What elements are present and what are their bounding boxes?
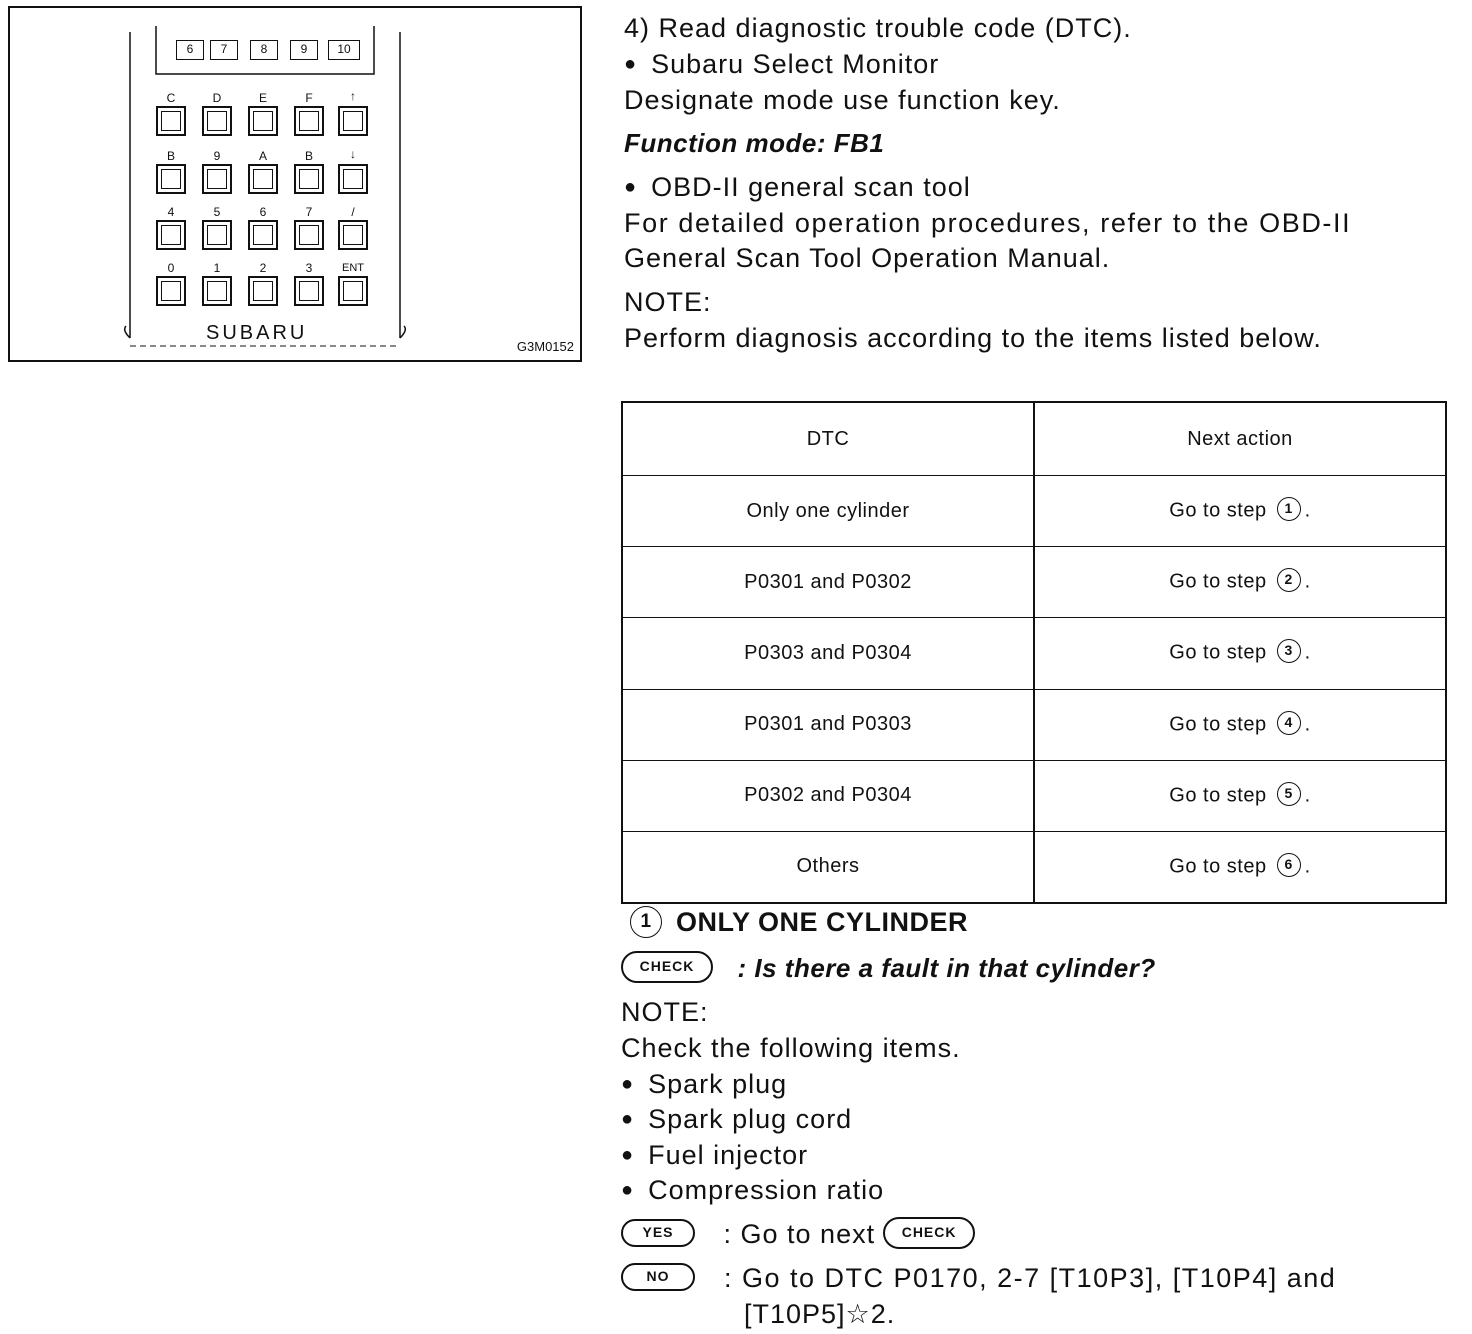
key-label: 7	[305, 205, 313, 219]
header-next-action: Next action	[1034, 402, 1446, 476]
dtc-cell: Only one cylinder	[622, 476, 1034, 547]
action-text: Go to step	[1169, 499, 1267, 522]
fkey-8: 8	[250, 40, 278, 60]
action-cell: Go to step 1 .	[1034, 476, 1446, 547]
fkey-7: 7	[210, 40, 238, 60]
table-row	[622, 689, 1446, 760]
bullet-select-monitor: ● Subaru Select Monitor	[624, 48, 939, 83]
designate-text: Designate mode use function key.	[624, 85, 1061, 115]
section-title: ONLY ONE CYLINDER	[676, 907, 969, 937]
dtc-table	[621, 401, 1447, 904]
keypad-key	[156, 106, 186, 136]
dtc-cell: P0301 and P0303	[622, 689, 1034, 760]
key-label: C	[166, 91, 176, 105]
monitor-brand: SUBARU	[206, 322, 308, 344]
bullet-scan-tool: ● OBD-II general scan tool	[624, 171, 971, 206]
keypad-key	[156, 220, 186, 250]
dtc-cell: P0302 and P0304	[622, 760, 1034, 831]
key-label: 1	[213, 261, 221, 275]
key-label: ENT	[342, 262, 364, 274]
action-text: Go to step	[1169, 712, 1267, 735]
keypad-key	[338, 220, 368, 250]
action-cell: Go to step 6 .	[1034, 831, 1446, 903]
keypad-key	[248, 106, 278, 136]
table-row	[622, 831, 1446, 903]
key-label: 2	[259, 261, 267, 275]
keypad-key	[156, 164, 186, 194]
action-cell: Go to step 4 .	[1034, 689, 1446, 760]
key-label: B	[304, 149, 313, 163]
fkey-9: 9	[290, 40, 318, 60]
key-label: E	[258, 91, 267, 105]
action-cell: Go to step 3 .	[1034, 618, 1446, 689]
key-label: ↓	[350, 147, 356, 161]
dtc-cell: P0301 and P0302	[622, 547, 1034, 618]
key-label: /	[351, 205, 355, 219]
step-number: 6	[1277, 853, 1301, 877]
keypad-key	[294, 164, 324, 194]
check-item: ● Compression ratio	[621, 1174, 884, 1209]
key-label: A	[258, 149, 267, 163]
key-label: ↑	[350, 89, 356, 103]
select-monitor-figure	[8, 6, 582, 362]
action-text: Go to step	[1169, 641, 1267, 664]
action-text: Go to step	[1169, 855, 1267, 878]
keypad-key	[202, 220, 232, 250]
table-row	[622, 618, 1446, 689]
check-item: ● Spark plug	[621, 1068, 787, 1103]
dtc-cell: Others	[622, 831, 1034, 903]
detail-line-1: For detailed operation procedures, refer to the OBD-II	[624, 208, 1352, 238]
table-header-row	[622, 402, 1446, 476]
yes-line	[621, 1218, 975, 1252]
key-label: 6	[259, 205, 267, 219]
keypad-key	[202, 164, 232, 194]
keypad-key	[338, 276, 368, 306]
fkey-6: 6	[176, 40, 204, 60]
table-row	[622, 547, 1446, 618]
step-number: 4	[1277, 711, 1301, 735]
key-label: F	[305, 91, 313, 105]
key-label: B	[166, 149, 175, 163]
step-number: 2	[1277, 568, 1301, 592]
check-question: : Is there a fault in that cylinder?	[737, 953, 1156, 983]
keypad-key	[248, 164, 278, 194]
keypad-key	[338, 164, 368, 194]
key-label: 4	[167, 205, 175, 219]
check-badge-inline: CHECK	[883, 1217, 975, 1249]
no-text-line-2: [T10P5]☆2.	[744, 1299, 896, 1329]
action-cell: Go to step 2 .	[1034, 547, 1446, 618]
step-title: 4) Read diagnostic trouble code (DTC).	[624, 13, 1132, 43]
section-note-label: NOTE:	[621, 997, 709, 1027]
keypad-key	[294, 220, 324, 250]
section-heading	[626, 906, 968, 940]
key-label: 3	[305, 261, 313, 275]
no-badge: NO	[621, 1263, 695, 1291]
keypad-key	[294, 106, 324, 136]
step-number: 3	[1277, 639, 1301, 663]
action-text: Go to step	[1169, 784, 1267, 807]
note-text: Perform diagnosis according to the items listed below.	[624, 323, 1322, 353]
key-label: 9	[213, 149, 221, 163]
check-line	[621, 952, 1156, 986]
section-number: 1	[630, 906, 662, 938]
detail-line-2: General Scan Tool Operation Manual.	[624, 243, 1111, 273]
check-badge: CHECK	[621, 951, 713, 983]
keypad-key	[338, 106, 368, 136]
table-row	[622, 760, 1446, 831]
yes-badge: YES	[621, 1219, 695, 1247]
no-text-line-1: : Go to DTC P0170, 2-7 [T10P3], [T10P4] and	[724, 1263, 1337, 1293]
fkey-10: 10	[328, 40, 360, 60]
key-label: 0	[167, 261, 175, 275]
keypad-key	[202, 276, 232, 306]
check-item: ● Fuel injector	[621, 1139, 808, 1174]
keypad-key	[156, 276, 186, 306]
step-number: 5	[1277, 782, 1301, 806]
yes-text: : Go to next	[723, 1219, 876, 1249]
keypad-key	[202, 106, 232, 136]
check-item: ● Spark plug cord	[621, 1103, 852, 1138]
keypad-key	[248, 276, 278, 306]
figure-code: G3M0152	[516, 339, 574, 354]
function-mode: Function mode: FB1	[624, 128, 885, 158]
note-label: NOTE:	[624, 287, 712, 317]
header-dtc: DTC	[622, 402, 1034, 476]
key-label: 5	[213, 205, 221, 219]
key-label: D	[212, 91, 222, 105]
no-line	[621, 1262, 1336, 1294]
keypad-key	[294, 276, 324, 306]
action-cell: Go to step 5 .	[1034, 760, 1446, 831]
step-number: 1	[1277, 497, 1301, 521]
table-row	[622, 476, 1446, 547]
keypad-key	[248, 220, 278, 250]
action-text: Go to step	[1169, 570, 1267, 593]
dtc-cell: P0303 and P0304	[622, 618, 1034, 689]
section-note-text: Check the following items.	[621, 1033, 961, 1063]
